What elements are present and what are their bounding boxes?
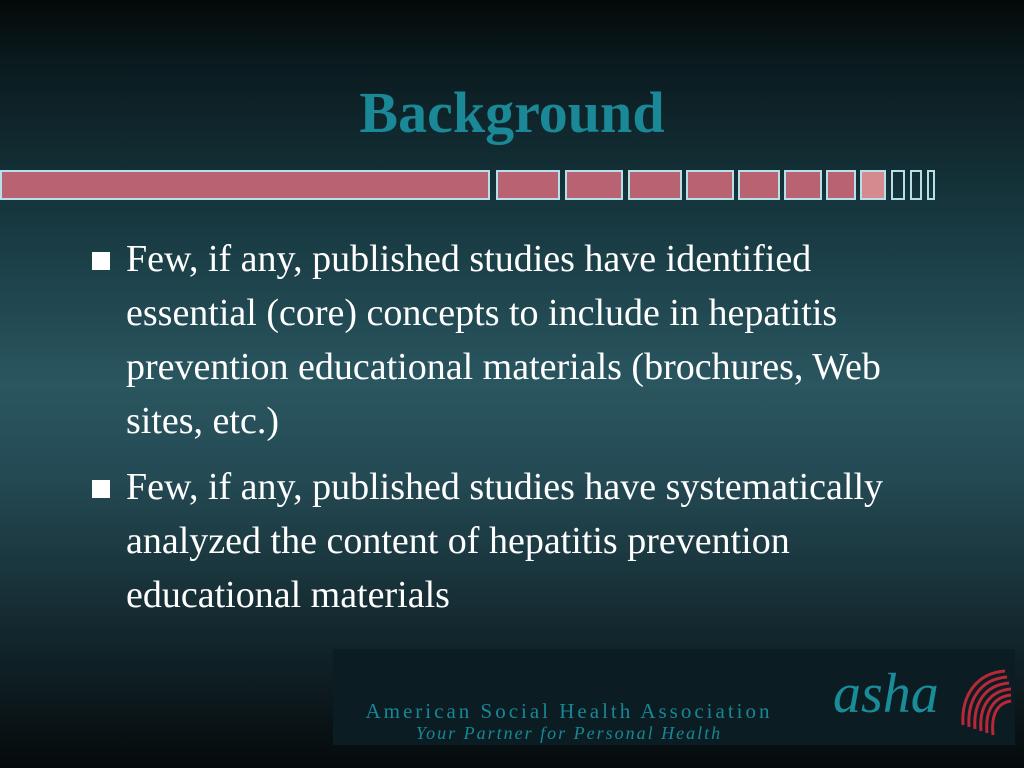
logo-wordmark: asha	[833, 663, 939, 725]
decorative-divider-bar	[0, 170, 940, 204]
asha-logo	[833, 661, 1013, 739]
bullet-item	[90, 232, 940, 448]
divider-segment	[686, 170, 734, 200]
bullet-list	[90, 232, 940, 634]
divider-segment	[860, 170, 886, 200]
slide-title: Background	[359, 80, 665, 145]
square-bullet-icon	[92, 252, 110, 270]
divider-segment	[826, 170, 856, 200]
organization-tagline: Your Partner for Personal Health	[415, 723, 723, 743]
divider-segment	[910, 170, 922, 200]
divider-segment	[0, 170, 490, 200]
divider-segment	[565, 170, 623, 200]
bullet-text: Few, if any, published studies have systematically analyzed the content of hepatitis prevention educational materials	[126, 466, 884, 616]
divider-segment	[496, 170, 560, 200]
divider-segment	[738, 170, 780, 200]
footer-banner	[333, 649, 1015, 745]
square-bullet-icon	[92, 480, 110, 498]
logo-swirl-icon	[957, 665, 1013, 737]
bullet-text: Few, if any, published studies have identified essential (core) concepts to include in hepatitis prevention educational materials (brochures, Web sites, etc.)	[126, 238, 881, 442]
bullet-item	[90, 460, 940, 622]
divider-segment	[891, 170, 905, 200]
divider-segment	[784, 170, 822, 200]
divider-segment	[628, 170, 682, 200]
organization-name: American Social Health Association	[365, 699, 773, 723]
divider-segment	[927, 170, 935, 200]
